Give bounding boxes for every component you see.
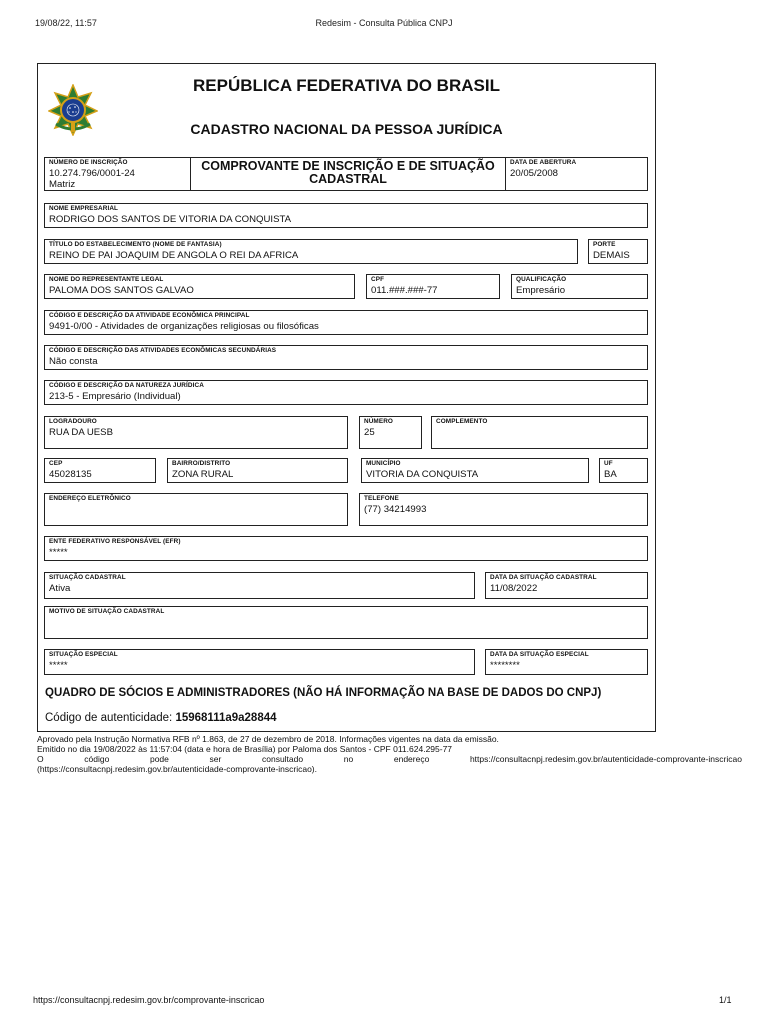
footer-line4[interactable]: (https://consultacnpj.redesim.gov.br/autenticidade-comprovante-inscricao). — [37, 764, 318, 774]
footer-word: O — [37, 754, 44, 764]
comprovante-line2: CADASTRAL — [309, 172, 387, 186]
data-situacao-especial-value: ******** — [490, 660, 520, 671]
data-situacao-especial-box — [485, 649, 648, 675]
abertura-box — [505, 157, 648, 191]
data-situacao-especial-label: DATA DA SITUAÇÃO ESPECIAL — [490, 651, 589, 658]
data-situacao-value: 11/08/2022 — [490, 583, 538, 594]
footer-line1: Aprovado pela Instrução Normativa RFB nº 1.863, de 27 de dezembro de 2018. Informações vigentes na data da emissão. — [37, 734, 499, 744]
numero-label: NÚMERO — [364, 418, 394, 425]
footer-word: código — [84, 754, 110, 764]
cep-box — [44, 458, 156, 483]
footer-line2: Emitido no dia 19/08/2022 às 11:57:04 (data e hora de Brasília) por Paloma dos Santos - CPF 011.624.295-77 — [37, 744, 453, 754]
natureza-juridica-label: CÓDIGO E DESCRIÇÃO DA NATUREZA JURÍDICA — [49, 382, 204, 389]
autenticidade-label: Código de autenticidade: — [45, 712, 173, 724]
autenticidade-line — [45, 712, 277, 724]
atividades-secundarias-label: CÓDIGO E DESCRIÇÃO DAS ATIVIDADES ECONÔMICAS SECUNDÁRIAS — [49, 347, 277, 354]
bairro-box — [167, 458, 348, 483]
situacao-especial-label: SITUAÇÃO ESPECIAL — [49, 651, 118, 658]
atividades-secundarias-value: Não consta — [49, 356, 98, 367]
fantasia-label: TÍTULO DO ESTABELECIMENTO (NOME DE FANTASIA) — [49, 241, 222, 248]
complemento-label: COMPLEMENTO — [436, 418, 488, 425]
nome-empresarial-box — [44, 203, 648, 228]
logradouro-value: RUA DA UESB — [49, 427, 113, 438]
print-footer-page: 1/1 — [719, 995, 732, 1005]
cep-label: CEP — [49, 460, 63, 467]
situacao-especial-value: ***** — [49, 660, 68, 671]
complemento-box — [431, 416, 648, 449]
logradouro-box — [44, 416, 348, 449]
porte-box — [588, 239, 648, 264]
situacao-label: SITUAÇÃO CADASTRAL — [49, 574, 126, 581]
email-label: ENDEREÇO ELETRÔNICO — [49, 495, 131, 502]
uf-value: BA — [604, 469, 617, 480]
numero-box — [359, 416, 422, 449]
atividade-principal-label: CÓDIGO E DESCRIÇÃO DA ATIVIDADE ECONÔMICA PRINCIPAL — [49, 312, 250, 319]
footer-word: no — [343, 754, 354, 764]
representante-label: NOME DO REPRESENTANTE LEGAL — [49, 276, 164, 283]
situacao-value: Ativa — [49, 583, 71, 594]
qualificacao-label: QUALIFICAÇÃO — [516, 276, 567, 283]
municipio-box — [361, 458, 589, 483]
print-page-title: Redesim - Consulta Pública CNPJ — [315, 18, 453, 28]
cep-value: 45028135 — [49, 469, 92, 480]
footer-word: pode — [149, 754, 169, 764]
nome-empresarial-label: NOME EMPRESARIAL — [49, 205, 119, 212]
motivo-label: MOTIVO DE SITUAÇÃO CADASTRAL — [49, 608, 165, 615]
logradouro-label: LOGRADOURO — [49, 418, 97, 425]
atividade-principal-box — [44, 310, 648, 335]
municipio-value: VITORIA DA CONQUISTA — [366, 469, 479, 480]
abertura-label: DATA DE ABERTURA — [510, 159, 577, 166]
representante-box — [44, 274, 355, 299]
representante-value: PALOMA DOS SANTOS GALVAO — [49, 285, 194, 296]
situacao-box — [44, 572, 475, 599]
data-situacao-box — [485, 572, 648, 599]
inscricao-label: NÚMERO DE INSCRIÇÃO — [49, 159, 128, 166]
municipio-label: MUNICÍPIO — [366, 460, 401, 467]
republica-title: REPÚBLICA FEDERATIVA DO BRASIL — [193, 76, 500, 95]
cadastro-title: CADASTRO NACIONAL DA PESSOA JURÍDICA — [190, 121, 503, 137]
footer-line3 — [37, 754, 742, 765]
cpf-box — [366, 274, 500, 299]
uf-box — [599, 458, 648, 483]
efr-label: ENTE FEDERATIVO RESPONSÁVEL (EFR) — [49, 538, 181, 545]
cpf-value: 011.###.###-77 — [371, 285, 438, 296]
telefone-label: TELEFONE — [364, 495, 399, 502]
atividade-principal-value: 9491-0/00 - Atividades de organizações religiosas ou filosóficas — [49, 321, 319, 332]
efr-box — [44, 536, 648, 561]
uf-label: UF — [604, 460, 613, 467]
footer-word: endereço — [393, 754, 430, 764]
fantasia-value: REINO DE PAI JOAQUIM DE ANGOLA O REI DA AFRICA — [49, 250, 299, 261]
telefone-value: (77) 34214993 — [364, 504, 427, 515]
inscricao-box — [44, 157, 191, 191]
qualificacao-value: Empresário — [516, 285, 566, 296]
nome-empresarial-value: RODRIGO DOS SANTOS DE VITORIA DA CONQUISTA — [49, 214, 292, 225]
cpf-label: CPF — [371, 276, 385, 283]
porte-label: PORTE — [593, 241, 616, 248]
print-datetime: 19/08/22, 11:57 — [35, 18, 97, 28]
qualificacao-box — [511, 274, 648, 299]
efr-value: ***** — [49, 547, 68, 558]
comprovante-box — [190, 157, 506, 191]
comprovante-line1: COMPROVANTE DE INSCRIÇÃO E DE SITUAÇÃO — [201, 159, 495, 173]
bairro-value: ZONA RURAL — [172, 469, 234, 480]
abertura-value: 20/05/2008 — [510, 168, 559, 179]
footer-link[interactable]: https://consultacnpj.redesim.gov.br/autenticidade-comprovante-inscricao — [469, 754, 742, 764]
email-box — [44, 493, 348, 526]
bairro-label: BAIRRO/DISTRITO — [172, 460, 231, 467]
natureza-juridica-box — [44, 380, 648, 405]
footer-word: consultado — [261, 754, 304, 764]
numero-value: 25 — [364, 427, 375, 438]
telefone-box — [359, 493, 648, 526]
footer-word: ser — [209, 754, 222, 764]
atividades-secundarias-box — [44, 345, 648, 370]
data-situacao-label: DATA DA SITUAÇÃO CADASTRAL — [490, 574, 597, 581]
motivo-box — [44, 606, 648, 639]
fantasia-box — [44, 239, 578, 264]
porte-value: DEMAIS — [593, 250, 630, 261]
inscricao-numero: 10.274.796/0001-24 — [49, 168, 135, 179]
situacao-especial-box — [44, 649, 475, 675]
inscricao-tipo: Matriz — [49, 179, 76, 190]
autenticidade-code: 15968111a9a28844 — [175, 712, 277, 724]
qsa-heading: QUADRO DE SÓCIOS E ADMINISTRADORES (NÃO HÁ INFORMAÇÃO NA BASE DE DADOS DO CNPJ) — [45, 687, 602, 699]
print-footer-url[interactable]: https://consultacnpj.redesim.gov.br/comprovante-inscricao — [33, 995, 265, 1005]
natureza-juridica-value: 213-5 - Empresário (Individual) — [49, 391, 181, 402]
